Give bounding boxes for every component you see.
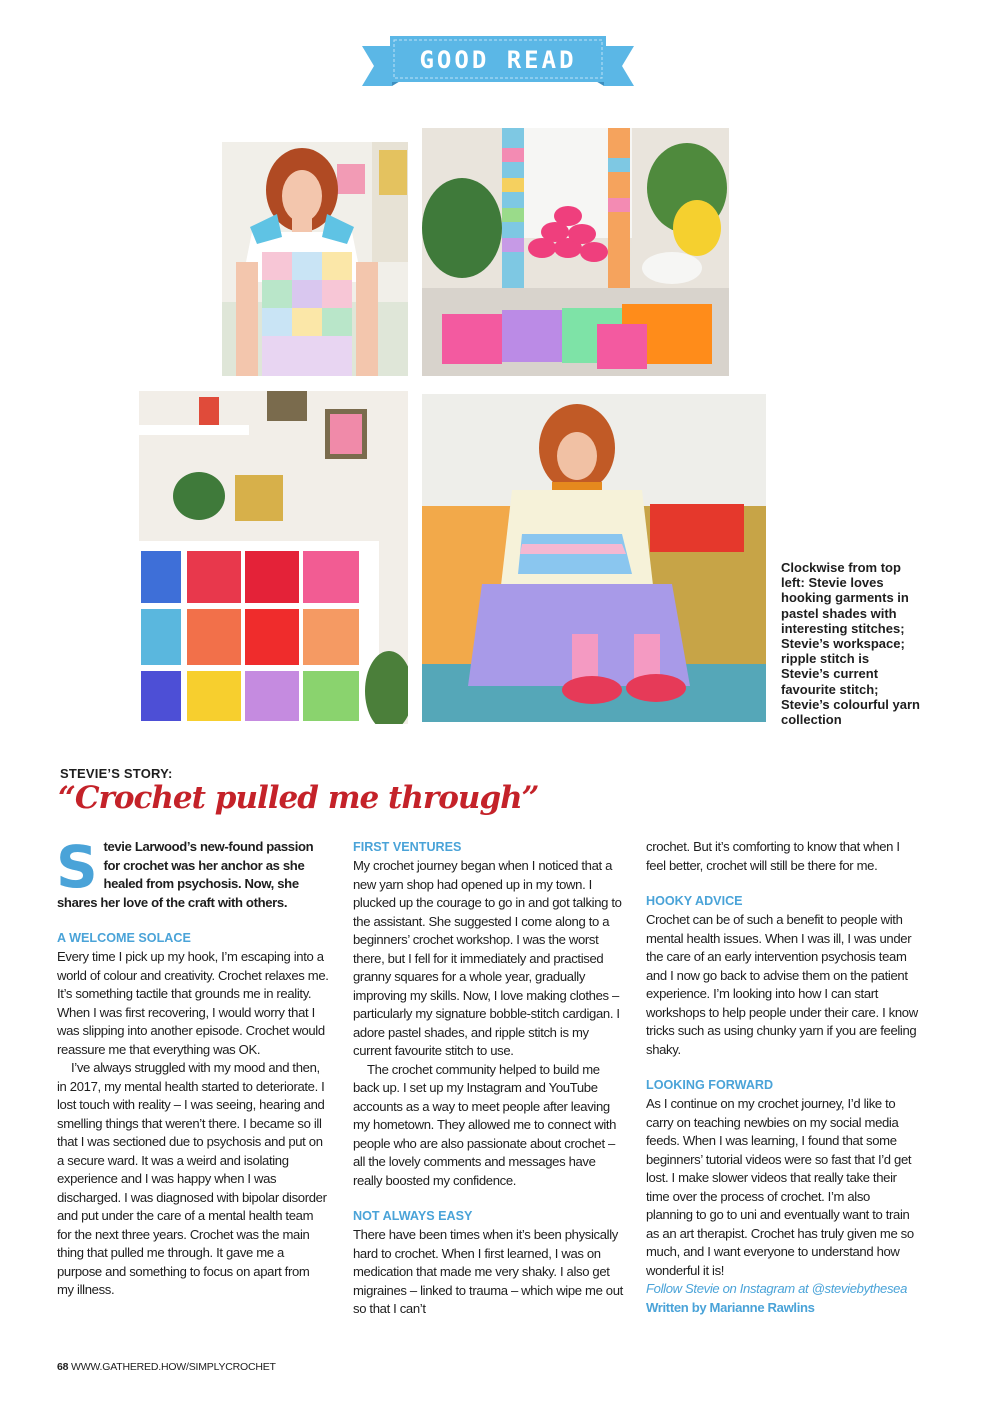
photo-ripple-stitch <box>422 394 766 722</box>
article-column-1 <box>56 833 329 1300</box>
subhead-looking-forward: LOOKING FORWARD <box>646 1078 774 1092</box>
paragraph: Every time I pick up my hook, I’m escaping into a world of colour and creativity. Crochet relaxes me. It’s something tactile that grounds me in reality. When I was first recovering, I would worry that I was slipping into another episode. Crochet would reassure me that everything was OK. <box>57 949 329 1057</box>
paragraph: As I continue on my crochet journey, I’d like to carry on teaching newbies on my social media feeds. When I was learning, I found that some beginners’ tutorial videos were so fast that I’d get lost. I make slower videos that really take their time over the process of crochet. I’m also planning to go to uni and eventually want to train as an art therapist. Crochet has truly given me so much, and I want everyone to understand how wonderful it is! <box>646 1096 914 1278</box>
footer-url: WWW.GATHERED.HOW/SIMPLYCROCHET <box>71 1361 276 1373</box>
photo-yarn-collection <box>139 391 408 724</box>
drop-cap: S <box>56 833 98 901</box>
photo-stevie-top <box>222 142 408 376</box>
writer-credit: Written by Marianne Rawlins <box>646 1299 815 1315</box>
good-read-banner <box>362 36 634 92</box>
intro-text: tevie Larwood’s new-found passion for crochet was her anchor as she healed from psychosis. Now, she shares her love of the craft with others. <box>57 839 314 910</box>
paragraph: There have been times when it’s been physically hard to crochet. When I first learned, I was on medication that made me very shaky. I also get migraines – linked to trauma – which wipe me out so that I can’t <box>353 1227 623 1316</box>
paragraph: I’ve always struggled with my mood and then, in 2017, my mental health started to deteriorate. I lost touch with reality – I was seeing, hearing and smelling things that weren’t there. I became so ill that I was sectioned due to psychosis and put on a secure ward. It was a weird and isolating experience and I was happy when I was discharged. I was diagnosed with bipolar disorder and put under the care of a mental health team for the next three years. Crochet was the main thing that pulled me through. It gave me a purpose and something to focus on apart from my illness. <box>57 1060 327 1297</box>
paragraph: crochet. But it’s comforting to know that when I feel better, crochet will still be there for me. <box>646 839 900 873</box>
subhead-welcome-solace: A WELCOME SOLACE <box>57 931 191 945</box>
photo-workspace <box>422 128 729 376</box>
subhead-hooky-advice: HOOKY ADVICE <box>646 894 743 908</box>
banner-title: GOOD READ <box>419 46 577 74</box>
paragraph: Crochet can be of such a benefit to people with mental health issues. When I was ill, I was under the care of an early intervention psychosis team and I now go back to advise them on the patient experience. I’m looking into how I can start workshops to help people under their care. I know tricks such as using chunky yarn if you are feeling shaky. <box>646 912 918 1057</box>
subhead-first-ventures: FIRST VENTURES <box>353 840 462 854</box>
article-column-2 <box>353 838 625 1319</box>
instagram-credit: Follow Stevie on Instagram at @steviebythesea <box>646 1281 908 1296</box>
paragraph: The crochet community helped to build me back up. I set up my Instagram and YouTube accounts as a way to meet people after leaving my hometown. They allowed me to connect with people who are also passionate about crochet – all the lovely comments and messages have really boosted my confidence. <box>353 1061 617 1188</box>
photo-caption: Clockwise from top left: Stevie loves hooking garments in pastel shades with interesting stitches; Stevie’s workspace; ripple stitch is Stevie’s current favourite stitch; Stevie’s colourful yarn collection <box>781 560 920 728</box>
story-kicker: STEVIE’S STORY: <box>60 766 173 781</box>
story-headline: “Crochet pulled me through” <box>58 780 539 816</box>
subhead-not-always-easy: NOT ALWAYS EASY <box>353 1209 473 1223</box>
article-column-3 <box>646 838 918 1317</box>
paragraph: My crochet journey began when I noticed that a new yarn shop had opened up in my town. I plucked up the courage to go in and got talking to the assistant. She suggested I come along to a beginners’ crochet workshop. I was the worst there, but I fell for it immediately and practised granny squares for a whole year, gradually improving my skills. Now, I love making clothes – particularly my signature bobble-stitch cardigan. I adore pastel shades, and ripple stitch is my current favourite stitch to use. <box>353 858 622 1058</box>
story-intro <box>56 833 329 912</box>
page-number: 68 <box>57 1361 69 1373</box>
page-footer <box>57 1361 276 1373</box>
